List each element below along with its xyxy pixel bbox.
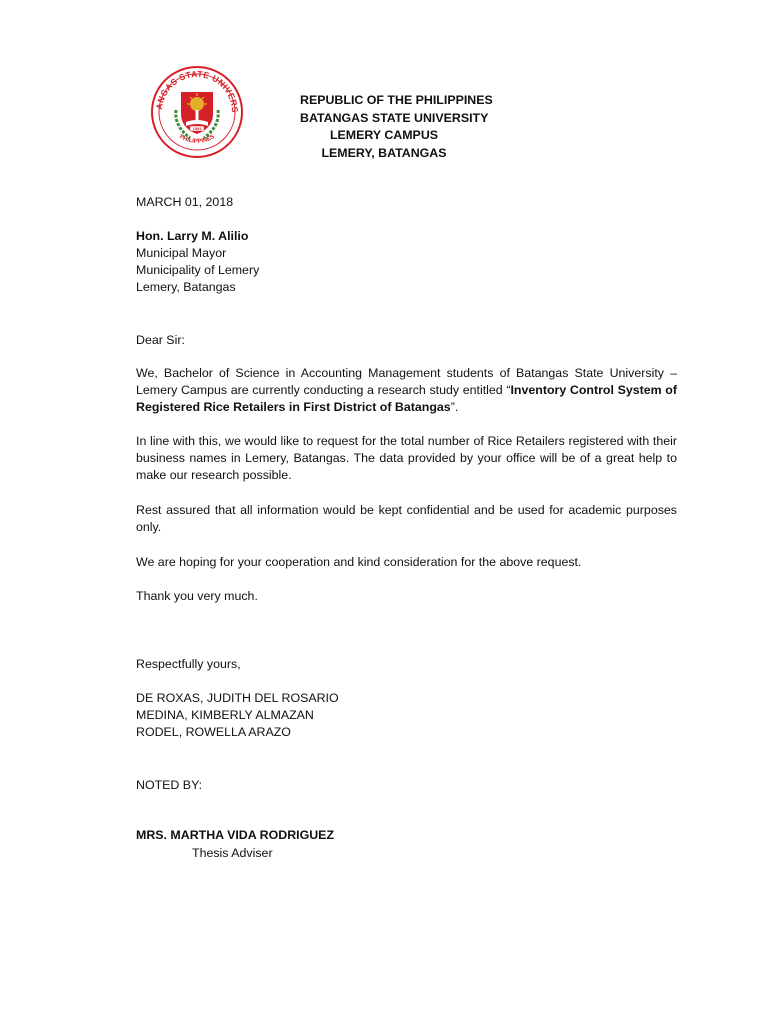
recipient-title: Municipal Mayor	[136, 246, 227, 260]
body-paragraph-4: We are hoping for your cooperation and kind consideration for the above request.	[136, 555, 582, 569]
noted-by-label: NOTED BY:	[136, 778, 203, 792]
letter-date: MARCH 01, 2018	[136, 195, 234, 209]
body-paragraph-3: Rest assured that all information would be kept confidential and be used for academic purposes only.	[136, 503, 677, 535]
body-paragraph-2: In line with this, we would like to request for the total number of Rice Retailers registered with their business names in Lemery, Batangas. The data provided by your office will be of a great help to make our research possible.	[136, 434, 677, 483]
seal-country-text: PHILIPPINES	[178, 134, 216, 145]
recipient-office: Municipality of Lemery	[136, 263, 260, 277]
salutation: Dear Sir:	[136, 333, 185, 347]
university-seal-logo	[150, 62, 244, 162]
body-paragraph-1-end: ”.	[450, 400, 459, 415]
body-paragraph-5: Thank you very much.	[136, 589, 258, 603]
letterhead-campus: LEMERY CAMPUS	[329, 128, 439, 142]
recipient-address: Lemery, Batangas	[136, 280, 236, 294]
letterhead-republic: REPUBLIC OF THE PHILIPPINES	[300, 93, 493, 107]
seal-torch-flame	[190, 97, 204, 111]
signatory-1: DE ROXAS, JUDITH DEL ROSARIO	[136, 691, 339, 705]
research-title: Inventory Control System of Registered Rice Retailers in First District of Batangas	[136, 383, 677, 415]
seal-year-text: 1903	[192, 126, 202, 131]
letterhead-location: LEMERY, BATANGAS	[321, 145, 447, 160]
closing: Respectfully yours,	[136, 657, 241, 671]
letterhead	[300, 92, 493, 162]
adviser-name: MRS. MARTHA VIDA RODRIGUEZ	[136, 828, 335, 842]
signatory-2: MEDINA, KIMBERLY ALMAZAN	[136, 708, 314, 722]
body-paragraph-1-intro: We, Bachelor of Science in Accounting Management students of Batangas State University – Lemery Campus are currently conducting a research study entitled “	[136, 366, 677, 398]
seal-graphic	[150, 62, 244, 162]
recipient-name: Hon. Larry M. Alilio	[136, 229, 249, 243]
letterhead-university: BATANGAS STATE UNIVERSITY	[300, 110, 489, 125]
signatory-3: RODEL, ROWELLA ARAZO	[136, 725, 291, 739]
adviser-title: Thesis Adviser	[192, 846, 273, 860]
seal-university-text: ANGAS STATE UNIVERS	[153, 68, 241, 114]
body-paragraph-1	[136, 365, 677, 417]
